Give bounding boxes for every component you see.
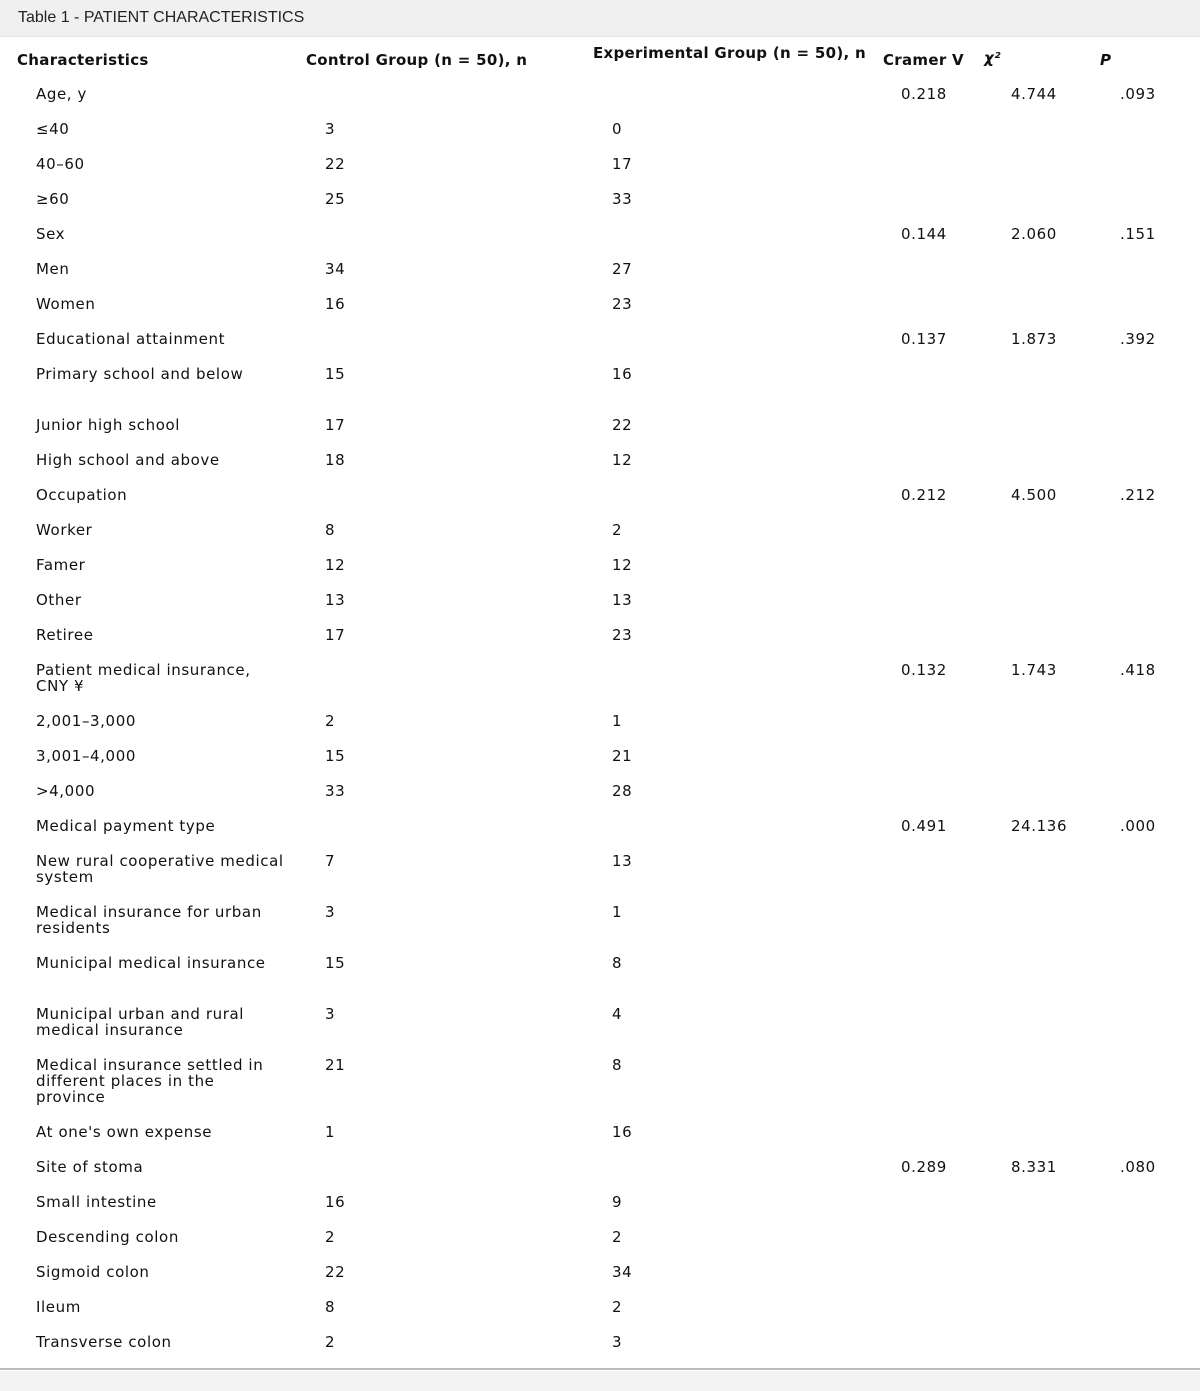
subcategory-label: Municipal urban and rural medical insurance — [36, 1005, 245, 1039]
subcategory-label: Ileum — [36, 1298, 81, 1316]
control-count: 16 — [325, 1193, 346, 1211]
subcategory-label: Medical insurance settled in different places in the province — [36, 1056, 264, 1106]
experimental-count: 34 — [612, 1263, 633, 1281]
table-title-bar — [0, 0, 1200, 37]
experimental-count: 13 — [612, 591, 633, 609]
p-value: .418 — [1120, 661, 1156, 679]
category-label: Sex — [36, 225, 66, 243]
subcategory-label: Women — [36, 295, 96, 313]
subcategory-label: Primary school and below — [36, 365, 244, 383]
subcategory-label: Sigmoid colon — [36, 1263, 150, 1281]
subcategory-label: Men — [36, 260, 70, 278]
experimental-count: 16 — [612, 1123, 633, 1141]
cramer-v-value: 0.491 — [901, 817, 947, 835]
category-label: Occupation — [36, 486, 128, 504]
p-value: .212 — [1120, 486, 1156, 504]
chi-square-value: 1.873 — [1011, 330, 1057, 348]
category-label: Age, y — [36, 85, 88, 103]
experimental-count: 8 — [612, 954, 623, 972]
control-count: 16 — [325, 295, 346, 313]
experimental-count: 22 — [612, 416, 633, 434]
p-value: .151 — [1120, 225, 1156, 243]
experimental-count: 4 — [612, 1005, 623, 1023]
control-count: 15 — [325, 747, 346, 765]
control-count: 25 — [325, 190, 346, 208]
subcategory-label: Municipal medical insurance — [36, 954, 266, 972]
control-count: 22 — [325, 155, 346, 173]
subcategory-label: Retiree — [36, 626, 94, 644]
experimental-count: 2 — [612, 1298, 623, 1316]
subcategory-label: >4,000 — [36, 782, 96, 800]
patient-characteristics-table — [0, 36, 1200, 1370]
control-count: 2 — [325, 1333, 336, 1351]
subcategory-label: At one's own expense — [36, 1123, 213, 1141]
subcategory-label: ≥60 — [36, 190, 70, 208]
category-label: Educational attainment — [36, 330, 226, 348]
cramer-v-value: 0.289 — [901, 1158, 947, 1176]
control-count: 22 — [325, 1263, 346, 1281]
header-cramer: Cramer V — [883, 51, 964, 69]
control-count: 15 — [325, 365, 346, 383]
chi-square-value: 4.500 — [1011, 486, 1057, 504]
header-experimental-label: Experimental Group (n = 50), n — [593, 44, 867, 62]
chi-square-value: 8.331 — [1011, 1158, 1057, 1176]
experimental-count: 1 — [612, 712, 623, 730]
experimental-count: 16 — [612, 365, 633, 383]
experimental-count: 0 — [612, 120, 623, 138]
subcategory-label: Medical insurance for urban residents — [36, 903, 262, 937]
experimental-count: 28 — [612, 782, 633, 800]
chi-square-value: 4.744 — [1011, 85, 1057, 103]
subcategory-label: 40–60 — [36, 155, 85, 173]
subcategory-label: Famer — [36, 556, 86, 574]
control-count: 8 — [325, 1298, 336, 1316]
cramer-v-value: 0.137 — [901, 330, 947, 348]
subcategory-label: Junior high school — [36, 416, 181, 434]
control-count: 33 — [325, 782, 346, 800]
subcategory-label: Descending colon — [36, 1228, 179, 1246]
p-value: .392 — [1120, 330, 1156, 348]
p-value: .093 — [1120, 85, 1156, 103]
header-p-value: P — [1100, 51, 1112, 69]
table-footer-bar — [0, 1371, 1200, 1391]
experimental-count: 17 — [612, 155, 633, 173]
header-chi-square: χ² — [984, 49, 1001, 67]
control-count: 13 — [325, 591, 346, 609]
header-experimental-group — [593, 46, 883, 61]
control-count: 8 — [325, 521, 336, 539]
chi-square-value: 24.136 — [1011, 817, 1068, 835]
control-count: 21 — [325, 1056, 346, 1074]
control-count: 18 — [325, 451, 346, 469]
control-count: 3 — [325, 903, 336, 921]
control-count: 7 — [325, 852, 336, 870]
table-title: Table 1 - PATIENT CHARACTERISTICS — [18, 9, 305, 26]
chi-square-value: 2.060 — [1011, 225, 1057, 243]
control-count: 34 — [325, 260, 346, 278]
subcategory-label: 3,001–4,000 — [36, 747, 136, 765]
p-value: .080 — [1120, 1158, 1156, 1176]
experimental-count: 13 — [612, 852, 633, 870]
header-control-group: Control Group (n = 50), n — [306, 51, 528, 69]
p-value: .000 — [1120, 817, 1156, 835]
control-count: 3 — [325, 1005, 336, 1023]
control-count: 17 — [325, 626, 346, 644]
subcategory-label: Transverse colon — [36, 1333, 172, 1351]
experimental-count: 23 — [612, 626, 633, 644]
subcategory-label: High school and above — [36, 451, 220, 469]
experimental-count: 23 — [612, 295, 633, 313]
control-count: 15 — [325, 954, 346, 972]
chi-square-value: 1.743 — [1011, 661, 1057, 679]
experimental-count: 33 — [612, 190, 633, 208]
control-count: 2 — [325, 712, 336, 730]
header-characteristics: Characteristics — [17, 51, 149, 69]
control-count: 12 — [325, 556, 346, 574]
experimental-count: 27 — [612, 260, 633, 278]
control-count: 17 — [325, 416, 346, 434]
experimental-count: 12 — [612, 451, 633, 469]
category-label: Medical payment type — [36, 817, 216, 835]
cramer-v-value: 0.132 — [901, 661, 947, 679]
experimental-count: 12 — [612, 556, 633, 574]
subcategory-label: New rural cooperative medical system — [36, 852, 284, 886]
subcategory-label: Small intestine — [36, 1193, 157, 1211]
experimental-count: 2 — [612, 1228, 623, 1246]
cramer-v-value: 0.212 — [901, 486, 947, 504]
subcategory-label: ≤40 — [36, 120, 70, 138]
experimental-count: 3 — [612, 1333, 623, 1351]
category-label: Patient medical insurance, CNY ¥ — [36, 661, 251, 695]
experimental-count: 8 — [612, 1056, 623, 1074]
subcategory-label: 2,001–3,000 — [36, 712, 136, 730]
subcategory-label: Other — [36, 591, 82, 609]
control-count: 3 — [325, 120, 336, 138]
subcategory-label: Worker — [36, 521, 93, 539]
experimental-count: 9 — [612, 1193, 623, 1211]
experimental-count: 1 — [612, 903, 623, 921]
experimental-count: 2 — [612, 521, 623, 539]
experimental-count: 21 — [612, 747, 633, 765]
control-count: 2 — [325, 1228, 336, 1246]
category-label: Site of stoma — [36, 1158, 144, 1176]
cramer-v-value: 0.218 — [901, 85, 947, 103]
cramer-v-value: 0.144 — [901, 225, 947, 243]
control-count: 1 — [325, 1123, 336, 1141]
